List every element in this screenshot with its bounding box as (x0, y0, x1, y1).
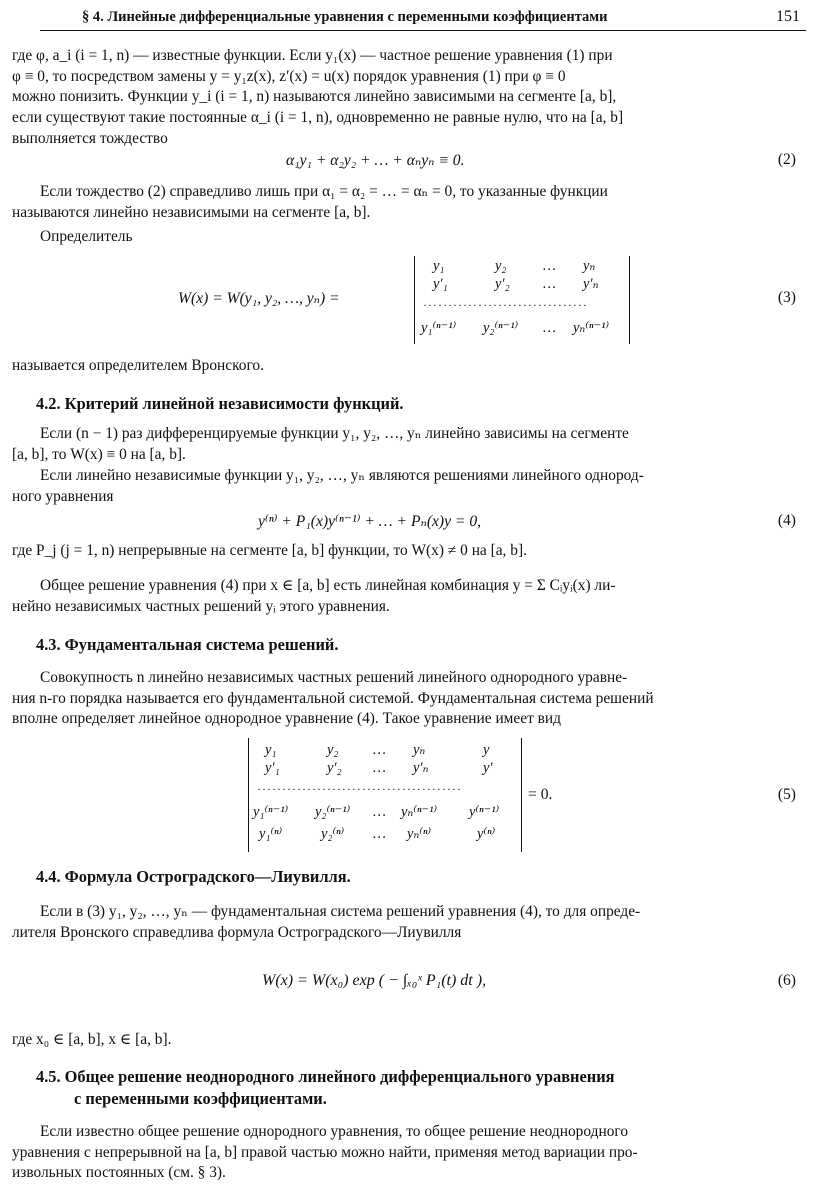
equation-6: W(x) = W(x₀) exp ( − ∫ₓ₀ˣ P₁(t) dt ), (262, 972, 487, 989)
section-heading-line: с переменными коэффициентами. (74, 1089, 327, 1108)
det-cell: … (543, 276, 556, 292)
det-cell: y′₁ (265, 760, 280, 776)
paragraph-4-4b: где x₀ ∈ [a, b], x ∈ [a, b]. (12, 1031, 172, 1048)
text-line: ния n-го порядка называется его фундаментальной системой. Фундаментальная система решений (12, 689, 654, 707)
section-heading-4-4: 4.4. Формула Остроградского—Лиувилля. (36, 867, 351, 886)
det-cell: y₂ (327, 742, 339, 758)
det-cell: y′₂ (327, 760, 342, 776)
section-heading-4-5 (36, 1066, 615, 1110)
text-line: ного уравнения (12, 487, 114, 505)
equation-3-lhs: W(x) = W(y₁, y₂, …, yₙ) = (178, 290, 340, 307)
text-line: Если линейно независимые функции y₁, y₂, …, yₙ являются решениями линейного однород- (40, 467, 644, 484)
det-cell: y₂⁽ⁿ⁾ (321, 826, 345, 842)
equation-4: y⁽ⁿ⁾ + P₁(x)y⁽ⁿ⁻¹⁾ + … + Pₙ(x)y = 0, (258, 513, 482, 530)
text-line: Общее решение уравнения (4) при x ∈ [a, b] есть линейная комбинация y = Σ Cᵢyᵢ(x) ли- (40, 577, 616, 594)
equation-4-number: (4) (777, 512, 796, 529)
section-heading-4-3: 4.3. Фундаментальная система решений. (36, 635, 339, 654)
det-cell: y₂⁽ⁿ⁻¹⁾ (483, 320, 519, 336)
det-cell: … (373, 826, 386, 842)
text-line: Если тождество (2) справедливо лишь при α₁ = α₂ = … = αₙ = 0, то указанные функции (40, 183, 608, 200)
det-cell: yₙ (583, 258, 596, 274)
text-line: Если (n − 1) раз дифференцируемые функции y₁, y₂, …, yₙ линейно зависимы на сегменте (40, 425, 629, 442)
text-line: извольных постоянных (см. § 3). (12, 1164, 226, 1182)
paragraph-determinant: Определитель (40, 228, 133, 245)
det-cell: … (373, 804, 386, 820)
det-cell: y (483, 742, 490, 758)
fundamental-determinant (248, 738, 522, 852)
text-line: называются линейно независимыми на сегменте [a, b]. (12, 203, 371, 221)
text-line: φ ≡ 0, то посредством замены y = y₁z(x), z′(x) = u(x) порядок уравнения (1) при φ ≡ 0 (12, 67, 566, 85)
equation-6-number: (6) (777, 972, 796, 989)
text-line: если существуют такие постоянные α_i (i = 1, n), одновременно не равные нулю, что на [a, b] (12, 109, 624, 127)
det-cell: y′₂ (495, 276, 510, 292)
paragraph-independence (12, 182, 808, 223)
det-dots-row: ································· (423, 298, 588, 312)
text-line: где φ, a_i (i = 1, n) — известные функции. Если y₁(x) — частное решение уравнения (1) при (12, 47, 613, 64)
text-line: Совокупность n линейно независимых частных решений линейного однородного уравне- (40, 669, 628, 686)
det-cell: y⁽ⁿ⁻¹⁾ (469, 804, 500, 820)
equation-2-number: (2) (777, 151, 796, 168)
det-cell: yₙ⁽ⁿ⁾ (407, 826, 432, 842)
running-header (40, 6, 806, 31)
text-line: Если известно общее решение однородного уравнения, то общее решение неоднородного (40, 1123, 629, 1140)
page-number: 151 (776, 8, 800, 25)
paragraph-4-2d (12, 576, 808, 617)
text-line: вполне определяет линейное однородное уравнение (4). Такое уравнение имеет вид (12, 710, 561, 728)
det-cell: … (373, 742, 386, 758)
paragraph-4-2c: где P_j (j = 1, n) непрерывные на сегменте [a, b] функции, то W(x) ≠ 0 на [a, b]. (12, 542, 527, 559)
det-cell: y₁⁽ⁿ⁻¹⁾ (421, 320, 457, 336)
det-cell: y₁ (433, 258, 445, 274)
section-heading-line: 4.5. Общее решение неоднородного линейного дифференциального уравнения (36, 1067, 615, 1086)
det-cell: yₙ⁽ⁿ⁻¹⁾ (573, 320, 610, 336)
text-line: [a, b], то W(x) ≡ 0 на [a, b]. (12, 445, 186, 463)
header-title: § 4. Линейные дифференциальные уравнения с переменными коэффициентами (82, 9, 608, 25)
det-cell: y′ₙ (583, 276, 599, 292)
det-cell: y₁⁽ⁿ⁾ (259, 826, 283, 842)
det-cell: y′₁ (433, 276, 448, 292)
text-line: уравнения с непрерывной на [a, b] правой частью можно найти, применяя метод вариации про- (12, 1143, 638, 1161)
text-line: выполняется тождество (12, 129, 168, 147)
det-cell: y₁⁽ⁿ⁻¹⁾ (253, 804, 289, 820)
section-heading-4-2: 4.2. Критерий линейной независимости функций. (36, 394, 404, 413)
det-cell: y₂⁽ⁿ⁻¹⁾ (315, 804, 351, 820)
det-cell: y′ (483, 760, 493, 776)
det-cell: … (543, 320, 556, 336)
det-cell: y₁ (265, 742, 277, 758)
paragraph-4-5 (12, 1122, 808, 1184)
paragraph-4-3 (12, 668, 808, 730)
wronskian-determinant (414, 256, 630, 344)
det-cell: y₂ (495, 258, 507, 274)
equation-5-number: (5) (777, 786, 796, 803)
det-cell: yₙ⁽ⁿ⁻¹⁾ (401, 804, 438, 820)
det-cell: y′ₙ (413, 760, 429, 776)
det-cell: … (373, 760, 386, 776)
text-line: можно понизить. Функции y_i (i = 1, n) называются линейно зависимыми на сегменте [a, b], (12, 88, 617, 106)
equation-3-number: (3) (777, 289, 796, 306)
det-cell: y⁽ⁿ⁾ (477, 826, 496, 842)
det-cell: … (543, 258, 556, 274)
paragraph-4-2a (12, 424, 808, 465)
text-line: Если в (3) y₁, y₂, …, yₙ — фундаментальная система решений уравнения (4), то для опреде- (40, 903, 641, 920)
paragraph-4-2b (12, 466, 808, 507)
equation-2: α₁y₁ + α₂y₂ + … + αₙyₙ ≡ 0. (286, 152, 465, 169)
text-line: нейно независимых частных решений yᵢ этого уравнения. (12, 597, 390, 615)
paragraph-4-4 (12, 902, 808, 943)
paragraph-wronskian-name: называется определителем Вронского. (12, 357, 264, 374)
intro-paragraph (12, 46, 808, 150)
text-line: лителя Вронского справедлива формула Остроградского—Лиувилля (12, 923, 462, 941)
equation-5-rhs: = 0. (528, 786, 553, 803)
det-dots-row: ········································· (257, 782, 462, 796)
det-cell: yₙ (413, 742, 426, 758)
